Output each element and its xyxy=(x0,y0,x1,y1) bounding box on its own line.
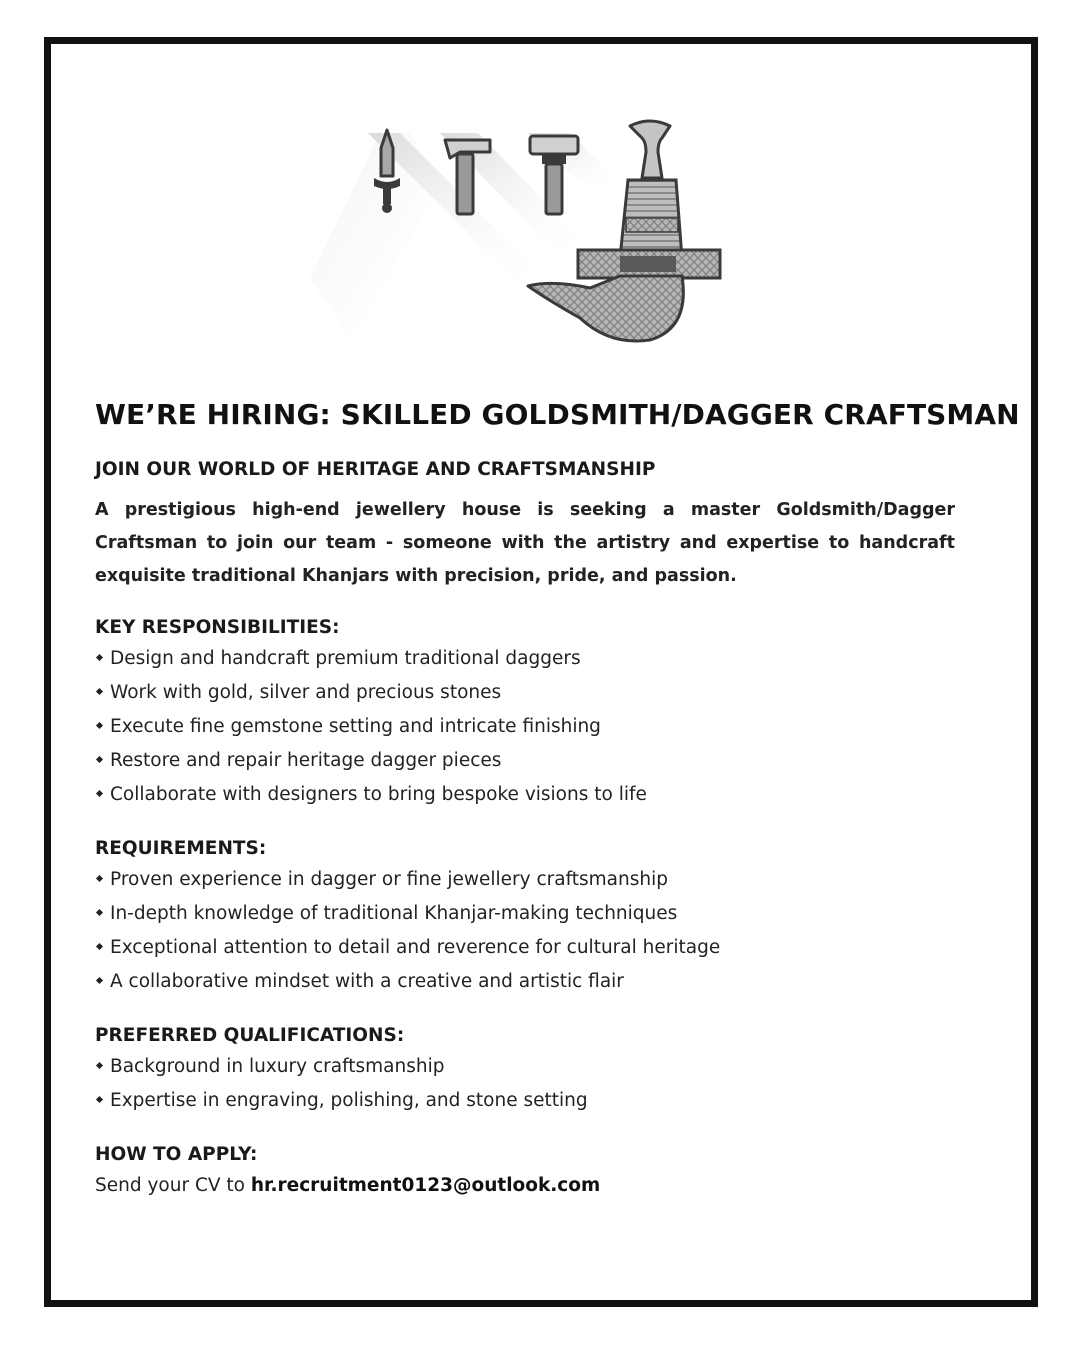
bullet-icon xyxy=(96,687,103,694)
qualifications-heading: PREFERRED QUALIFICATIONS: xyxy=(95,1025,405,1046)
bullet-icon xyxy=(96,1061,103,1068)
qualification-text: Background in luxury craftsmanship xyxy=(110,1056,445,1077)
bullet-icon xyxy=(96,942,103,949)
list-item xyxy=(95,710,955,744)
tools-illustration xyxy=(290,78,750,368)
list-item xyxy=(95,965,955,999)
requirements-list xyxy=(95,863,955,999)
bullet-icon xyxy=(96,789,103,796)
list-item xyxy=(95,642,955,676)
list-item xyxy=(95,778,955,812)
list-item xyxy=(95,744,955,778)
intro-paragraph xyxy=(95,494,955,593)
bullet-icon xyxy=(96,908,103,915)
intro-bold-role: master Goldsmith/Dagger Craftsman xyxy=(95,500,955,553)
intro-text-end: to join our team - someone with the artistry and expertise to handcraft exquisite traditional Khanjars with precision, pride, and passion. xyxy=(95,533,955,586)
list-item xyxy=(95,897,955,931)
responsibilities-heading: KEY RESPONSIBILITIES: xyxy=(95,617,340,638)
responsibility-text: Restore and repair heritage dagger pieces xyxy=(110,750,502,771)
list-item xyxy=(95,1050,955,1084)
bullet-icon xyxy=(96,1095,103,1102)
requirement-text: In-depth knowledge of traditional Khanjar-making techniques xyxy=(110,903,678,924)
apply-line xyxy=(95,1169,955,1203)
apply-text: Send your CV to xyxy=(95,1175,251,1196)
requirement-text: Exceptional attention to detail and reverence for cultural heritage xyxy=(110,937,721,958)
bullet-icon xyxy=(96,721,103,728)
subtitle: JOIN OUR WORLD OF HERITAGE AND CRAFTSMANSHIP xyxy=(95,459,656,480)
bullet-icon xyxy=(96,874,103,881)
responsibility-text: Design and handcraft premium traditional daggers xyxy=(110,648,581,669)
list-item xyxy=(95,676,955,710)
requirements-heading: REQUIREMENTS: xyxy=(95,838,267,859)
apply-heading: HOW TO APPLY: xyxy=(95,1144,258,1165)
requirement-text: A collaborative mindset with a creative and artistic flair xyxy=(110,971,624,992)
apply-email-link[interactable]: hr.recruitment0123@outlook.com xyxy=(250,1175,601,1196)
list-item xyxy=(95,1084,955,1118)
qualifications-list xyxy=(95,1050,955,1118)
bullet-icon xyxy=(96,755,103,762)
responsibilities-list xyxy=(95,642,955,812)
page-title: WE’RE HIRING: SKILLED GOLDSMITH/DAGGER CRAFTSMAN xyxy=(95,398,1020,431)
job-posting xyxy=(95,398,1020,1203)
responsibility-text: Work with gold, silver and precious stones xyxy=(110,682,502,703)
list-item xyxy=(95,931,955,965)
responsibility-text: Collaborate with designers to bring bespoke visions to life xyxy=(110,784,647,805)
responsibility-text: Execute fine gemstone setting and intricate finishing xyxy=(110,716,601,737)
requirement-text: Proven experience in dagger or fine jewellery craftsmanship xyxy=(110,869,668,890)
list-item xyxy=(95,863,955,897)
bullet-icon xyxy=(96,976,103,983)
bullet-icon xyxy=(96,653,103,660)
qualification-text: Expertise in engraving, polishing, and stone setting xyxy=(110,1090,588,1111)
intro-text-start: A prestigious high-end jewellery house is seeking a xyxy=(95,500,691,520)
